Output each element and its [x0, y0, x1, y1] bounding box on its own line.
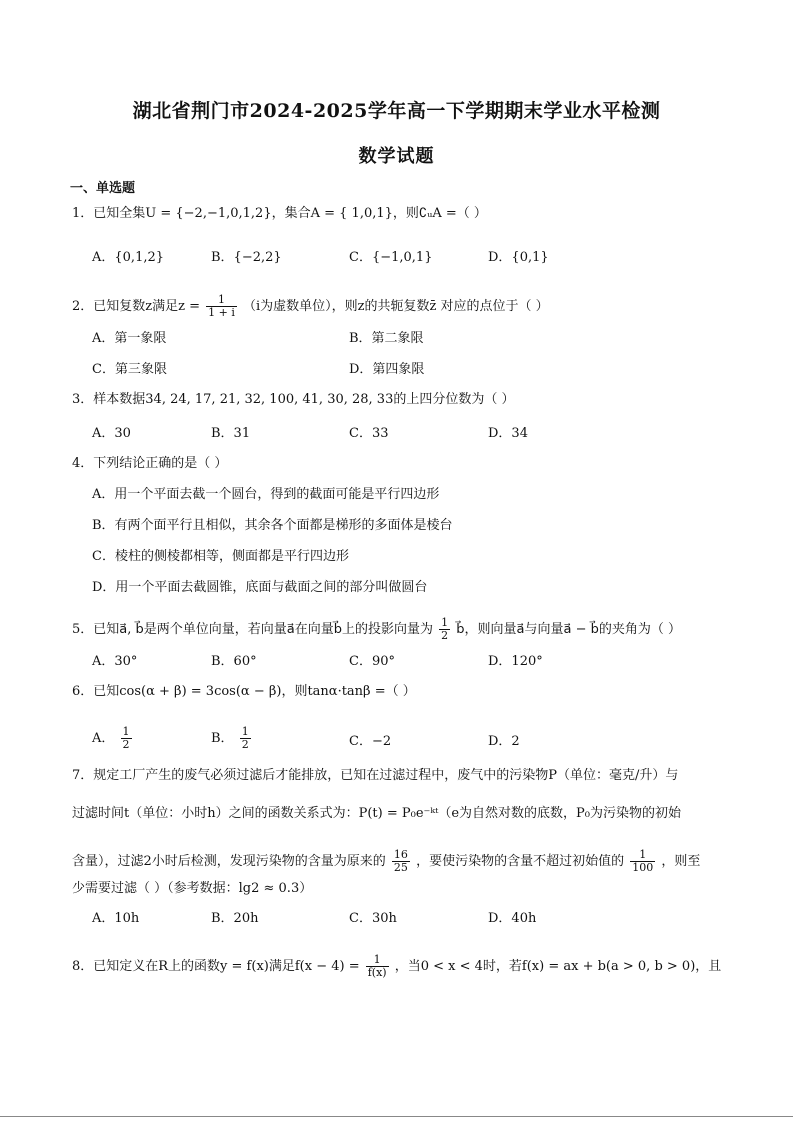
q7-option-d: D．40h [488, 911, 537, 926]
q5-stem-pre: 5．已知a⃗, b⃗是两个单位向量，若向量a⃗在向量b⃗上的投影向量为 [72, 622, 433, 637]
q6-option-b-fraction [240, 726, 251, 751]
q4-option-a: A．用一个平面去截一个圆台，得到的截面可能是平行四边形 [92, 487, 440, 502]
q2-frac-den: 1 + i [208, 306, 235, 319]
q3-stem: 3．样本数据34, 24, 17, 21, 32, 100, 41, 30, 28, 33的上四分位数为（ ） [72, 392, 515, 407]
q7-option-c: C．30h [349, 911, 397, 926]
section-heading: 一、单选题 [70, 181, 136, 196]
q7-option-a: A．10h [92, 911, 140, 926]
document-title: 湖北省荆门市2024-2025学年高一下学期期末学业水平检测 [132, 100, 661, 122]
q5-frac-den: 2 [441, 629, 449, 642]
q2-option-b: B．第二象限 [349, 331, 424, 346]
q3-option-d: D．34 [488, 426, 528, 441]
q6-option-a-label: A． [92, 731, 115, 746]
q6-option-c: C．−2 [349, 734, 392, 749]
q5-stem-post: b⃗，则向量a⃗与向量a⃗ − b⃗的夹角为（ ） [456, 622, 681, 637]
q5-stem [72, 617, 681, 642]
q2-stem [72, 294, 549, 319]
q7-line-3 [72, 849, 700, 874]
q7-f1-num: 16 [393, 848, 408, 861]
q1-stem: 1．已知全集U = {−2,−1,0,1,2}，集合A = { 1,0,1}，则∁ᵤA =（ ） [72, 206, 487, 221]
q6-option-b-label: B． [211, 731, 234, 746]
q3-option-b: B．31 [211, 426, 251, 441]
q5-option-c: C．90° [349, 654, 395, 669]
q6-option-b [211, 726, 253, 751]
q7-fraction-2 [630, 849, 655, 874]
q7-f2-num: 1 [630, 849, 655, 862]
q2-option-c: C．第三象限 [92, 362, 167, 377]
q7-line-3-pre: 含量），过滤2小时后检测，发现污染物的含量为原来的 [72, 854, 386, 869]
page-bottom-divider [0, 1116, 793, 1117]
q7-fraction-1 [392, 849, 410, 874]
q5-frac-num: 1 [441, 616, 449, 629]
q2-fraction [206, 294, 237, 319]
q2-frac-num: 1 [206, 294, 237, 307]
q8-frac-num: 1 [366, 954, 389, 967]
q2-stem-post: （i为虚数单位），则z的共轭复数z̄ 对应的点位于（ ） [243, 299, 549, 314]
q1-option-a: A．{0,1,2} [92, 250, 165, 265]
q4-stem: 4．下列结论正确的是（ ） [72, 456, 228, 471]
q7-line-1: 7．规定工厂产生的废气必须过滤后才能排放，已知在过滤过程中，废气中的污染物P（单位：毫克/升）与 [72, 768, 679, 783]
q2-stem-pre: 2．已知复数z满足z = [72, 299, 200, 314]
q5-option-b: B．60° [211, 654, 257, 669]
q7-line-4: 少需要过滤（ ）（参考数据：lg2 ≈ 0.3） [72, 881, 313, 896]
q7-option-b: B．20h [211, 911, 259, 926]
q5-option-d: D．120° [488, 654, 543, 669]
q5-fraction [439, 617, 450, 642]
q2-option-d: D．第四象限 [349, 362, 425, 377]
q7-line-3-mid: ，要使污染物的含量不超过初始值的 [416, 854, 625, 869]
q6-option-a-fraction [121, 726, 132, 751]
q3-option-c: C．33 [349, 426, 389, 441]
q1-option-b: B．{−2,2} [211, 250, 282, 265]
q7-line-2: 过滤时间t（单位：小时h）之间的函数关系式为：P(t) = P₀e⁻ᵏᵗ（e为自然对数的底数，P₀为污染物的初始 [72, 806, 681, 821]
q6-option-a [92, 726, 134, 751]
q8-stem-post: ，当0 < x < 4时，若f(x) = ax + b(a > 0, b > 0)，且 [394, 959, 722, 974]
q6-option-d: D．2 [488, 734, 520, 749]
document-subtitle: 数学试题 [358, 146, 435, 167]
q7-f2-den: 100 [632, 861, 654, 874]
q7-f1-den: 25 [393, 861, 408, 874]
q8-fraction [366, 954, 389, 979]
q1-option-c: C．{−1,0,1} [349, 250, 433, 265]
q3-option-a: A．30 [92, 426, 131, 441]
q7-line-3-post: ，则至 [661, 854, 701, 869]
q6-a-den: 2 [122, 738, 130, 751]
q6-a-num: 1 [122, 725, 130, 738]
q4-option-c: C．棱柱的侧棱都相等，侧面都是平行四边形 [92, 549, 349, 564]
q5-option-a: A．30° [92, 654, 138, 669]
q8-frac-den: f(x) [367, 966, 387, 979]
q8-stem [72, 954, 721, 979]
q1-option-d: D．{0,1} [488, 250, 549, 265]
q6-stem: 6．已知cos(α + β) = 3cos(α − β)，则tanα·tanβ =（ ） [72, 684, 416, 699]
q8-stem-pre: 8．已知定义在R上的函数y = f(x)满足f(x − 4) = [72, 959, 360, 974]
q4-option-b: B．有两个面平行且相似，其余各个面都是梯形的多面体是棱台 [92, 518, 453, 533]
q2-option-a: A．第一象限 [92, 331, 167, 346]
q6-b-den: 2 [241, 738, 249, 751]
q6-b-num: 1 [241, 725, 249, 738]
q4-option-d: D．用一个平面去截圆锥，底面与截面之间的部分叫做圆台 [92, 580, 428, 595]
